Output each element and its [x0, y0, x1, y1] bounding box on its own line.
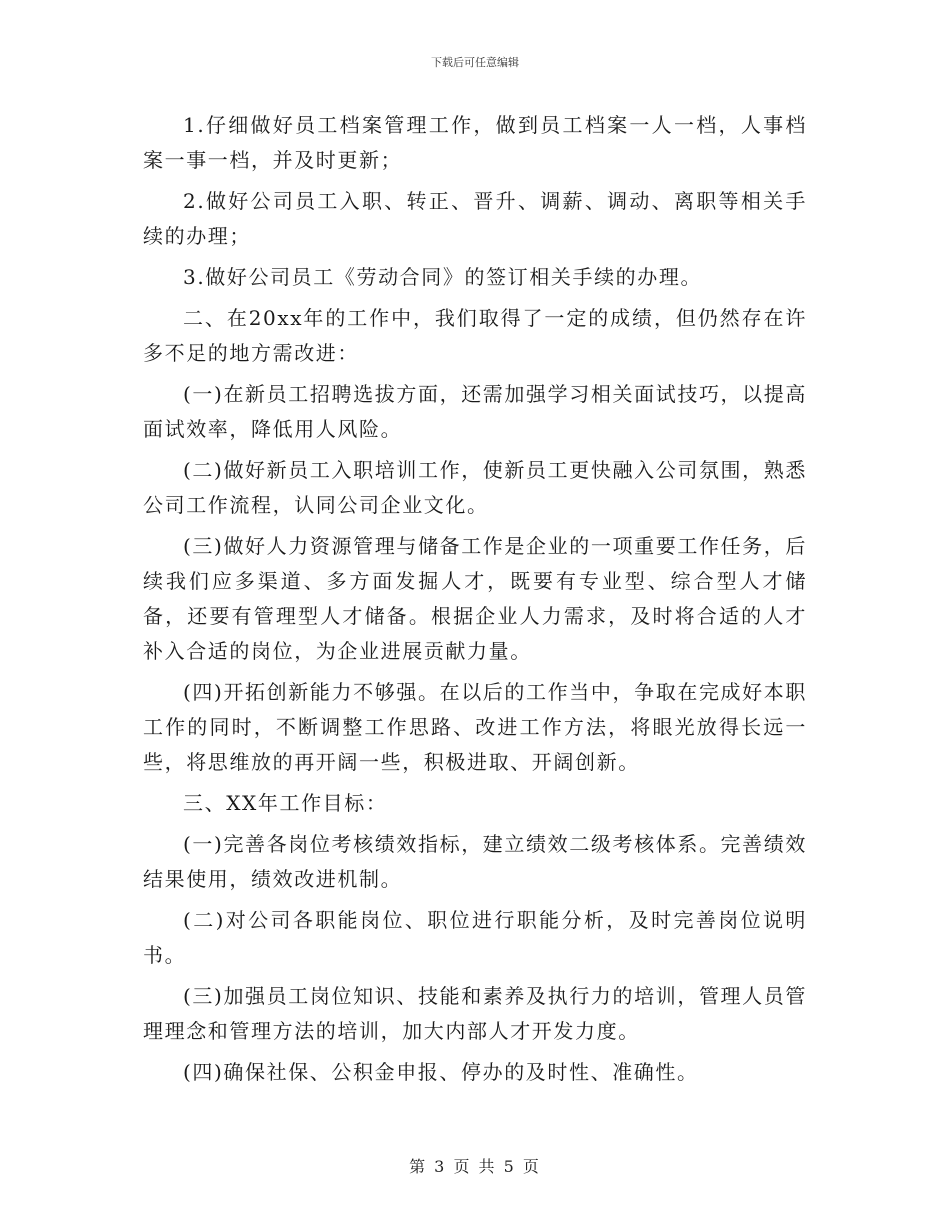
- paragraph-2: 2.做好公司员工入职、转正、晋升、调薪、调动、离职等相关手续的办理；: [143, 189, 807, 248]
- paragraph-1: 1.仔细做好员工档案管理工作，做到员工档案一人一档，人事档案一事一档，并及时更新；: [143, 113, 807, 172]
- paragraph-3: 3.做好公司员工《劳动合同》的签订相关手续的办理。: [183, 265, 703, 289]
- paragraph-10: (一)完善各岗位考核绩效指标，建立绩效二级考核体系。完善绩效结果使用，绩效改进机制。: [143, 832, 807, 891]
- paragraph-7: (三)做好人力资源管理与储备工作是企业的一项重要工作任务，后续我们应多渠道、多方面发掘人才，既要有专业型、综合型人才储备，还要有管理型人才储备。根据企业人力需求，及时将合适的人才补入合适的岗位，为企业进展贡献力量。: [143, 534, 807, 663]
- paragraph-9: 三、XX年工作目标：: [183, 791, 388, 815]
- paragraph-8: (四)开拓创新能力不够强。在以后的工作当中，争取在完成好本职工作的同时，不断调整工作思路、改进工作方法，将眼光放得长远一些，将思维放的再开阔一些，积极进取、开阔创新。: [143, 680, 807, 774]
- paragraph-13: (四)确保社保、公积金申报、停办的及时性、准确性。: [183, 1060, 699, 1084]
- page-footer: 第 3 页 共 5 页: [409, 1157, 541, 1176]
- paragraph-6: (二)做好新员工入职培训工作，使新员工更快融入公司氛围，熟悉公司工作流程，认同公司企业文化。: [143, 458, 807, 517]
- paragraph-4: 二、在20xx年的工作中，我们取得了一定的成绩，但仍然存在许多不足的地方需改进：: [143, 306, 807, 365]
- paragraph-5: (一)在新员工招聘选拔方面，还需加强学习相关面试技巧，以提高面试效率，降低用人风险。: [143, 382, 807, 441]
- paragraph-12: (三)加强员工岗位知识、技能和素养及执行力的培训，管理人员管理理念和管理方法的培训，加大内部人才开发力度。: [143, 984, 807, 1043]
- paragraph-11: (二)对公司各职能岗位、职位进行职能分析，及时完善岗位说明书。: [143, 908, 807, 967]
- document-body: [143, 108, 807, 1096]
- page-header: 下载后可任意编辑: [431, 56, 519, 69]
